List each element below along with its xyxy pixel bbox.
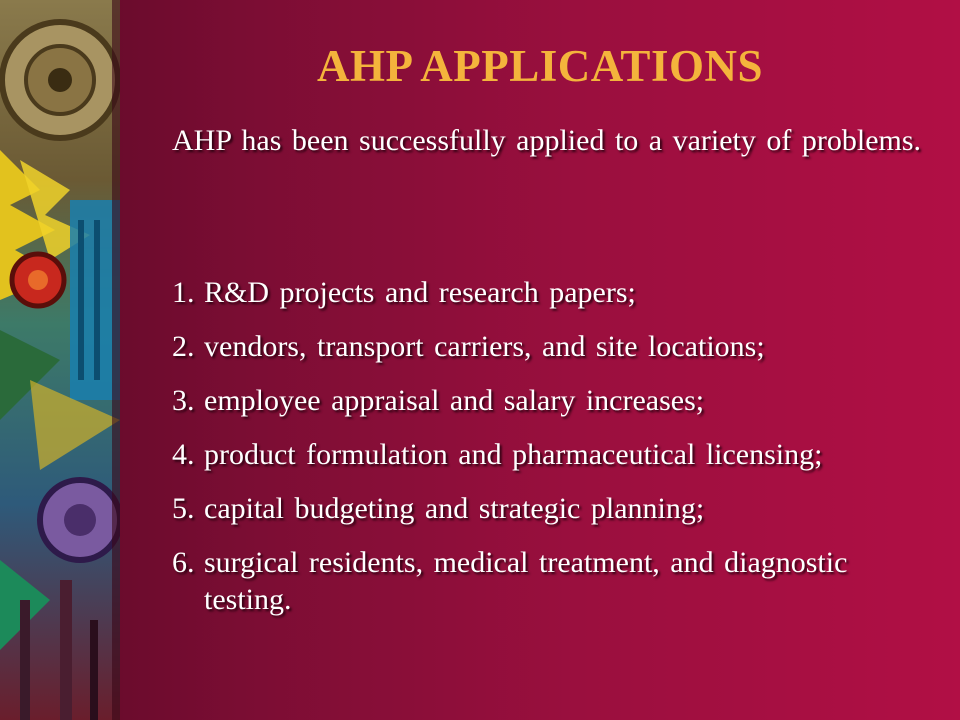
list-item-text: surgical residents, medical treatment, and diagnostic testing. <box>204 546 848 616</box>
list-item-text: capital budgeting and strategic planning; <box>204 492 705 525</box>
applications-list <box>172 274 932 635</box>
list-item-text: vendors, transport carriers, and site locations; <box>204 330 765 363</box>
list-item-number: 2. <box>172 330 195 363</box>
list-item-number: 6. <box>172 546 195 579</box>
list-item <box>172 436 932 473</box>
list-item-number: 3. <box>172 384 195 417</box>
list-item-text: employee appraisal and salary increases; <box>204 384 705 417</box>
decorative-gears-sidebar <box>0 0 120 720</box>
intro-paragraph: AHP has been successfully applied to a variety of problems. <box>172 124 922 157</box>
list-item <box>172 544 932 618</box>
list-item <box>172 274 932 311</box>
gear-icon <box>12 254 64 306</box>
slide-title: AHP APPLICATIONS <box>317 41 763 91</box>
list-item <box>172 490 932 527</box>
list-item-number: 4. <box>172 438 195 471</box>
list-item-text: product formulation and pharmaceutical licensing; <box>204 438 823 471</box>
gear-icon <box>40 480 120 560</box>
list-item-number: 5. <box>172 492 195 525</box>
list-item <box>172 328 932 365</box>
list-item-number: 1. <box>172 276 195 309</box>
list-item <box>172 382 932 419</box>
list-item-text: R&D projects and research papers; <box>204 276 636 309</box>
